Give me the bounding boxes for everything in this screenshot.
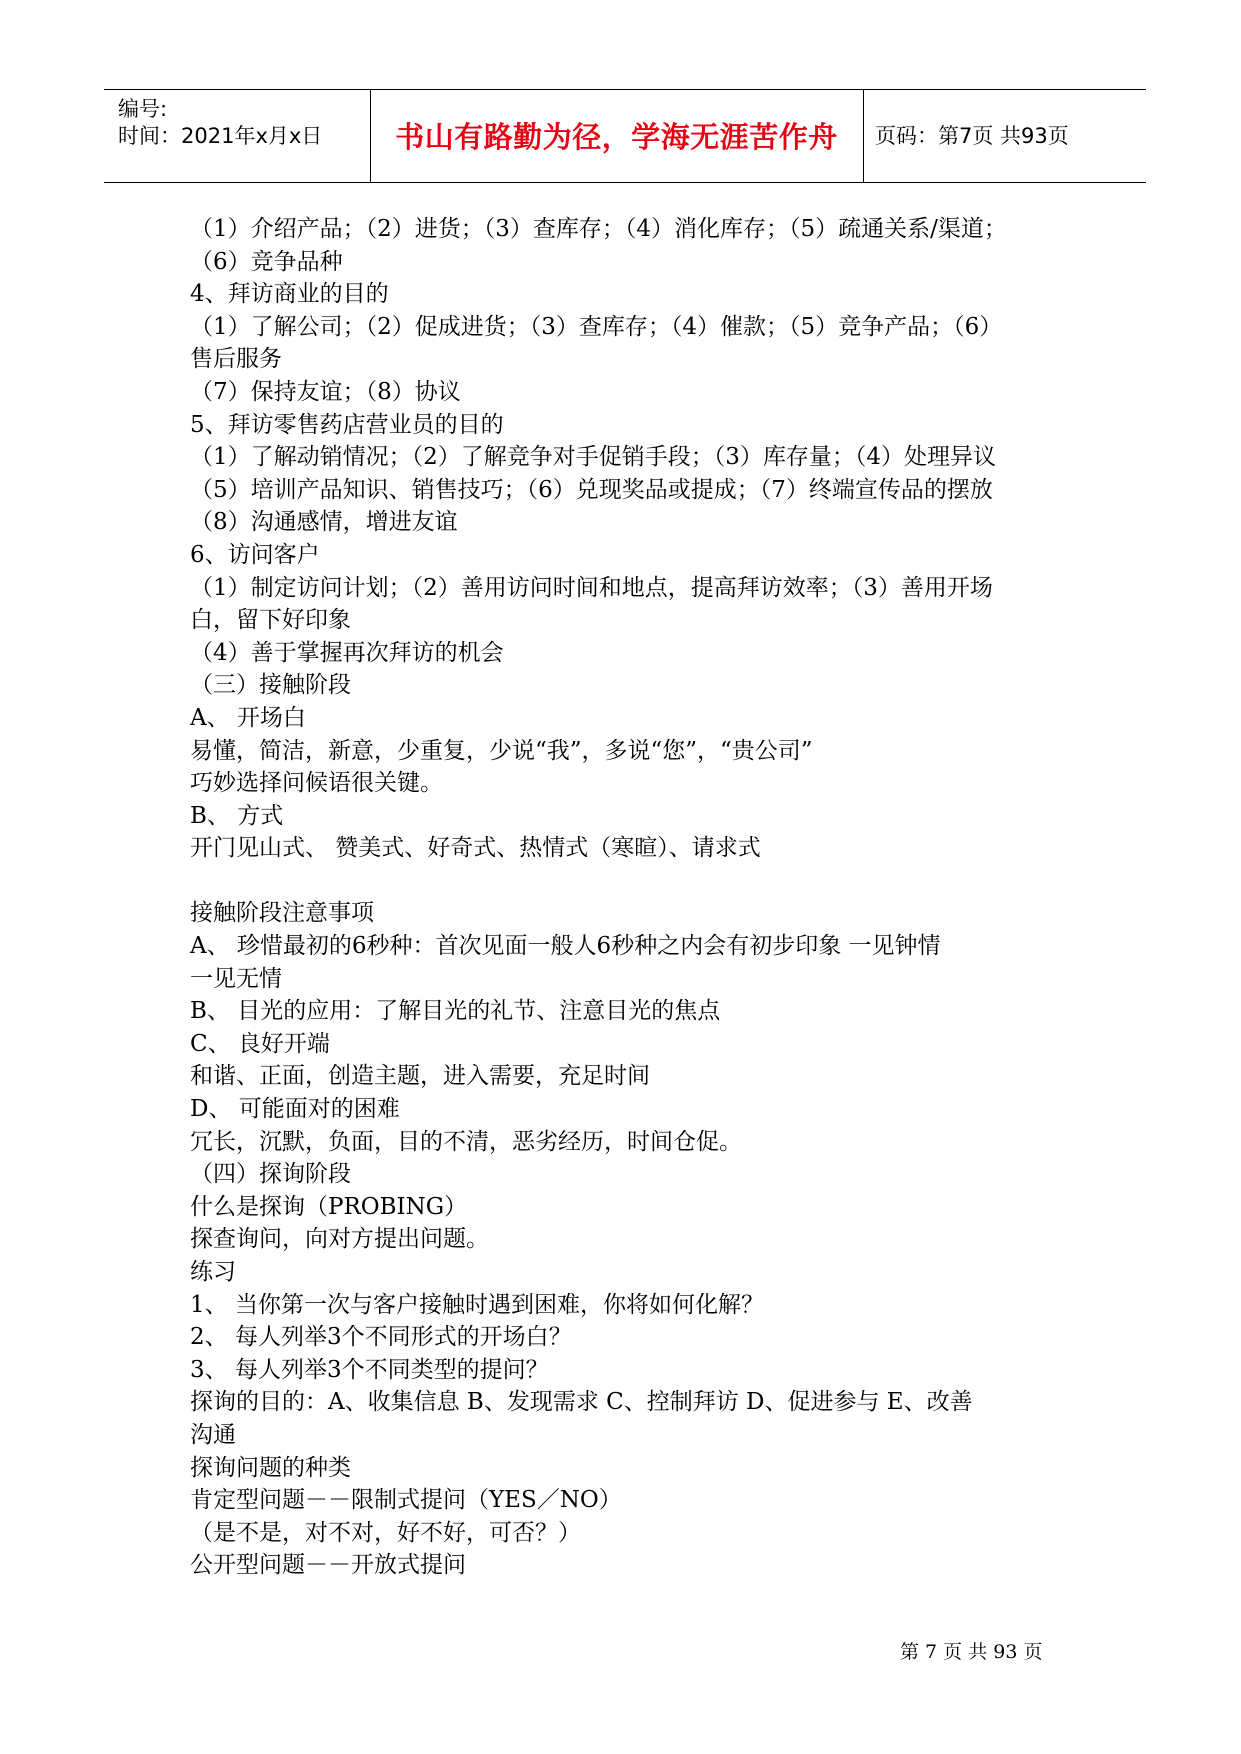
- document-time-label: 时间：2021年x月x日: [118, 124, 323, 148]
- text-line: 5、拜访零售药店营业员的目的: [190, 411, 504, 438]
- text-line: 4、拜访商业的目的: [190, 281, 389, 308]
- text-line: （1）制定访问计划；（2）善用访问时间和地点，提高拜访效率；（3）善用开场: [190, 574, 993, 601]
- text-line: 探询问题的种类: [190, 1454, 351, 1481]
- text-line: 3、 每人列举3个不同类型的提问？: [190, 1356, 549, 1383]
- header-info-cell: [104, 90, 371, 182]
- text-line: 易懂，简洁，新意，少重复，少说“我”，多说“您”，“贵公司”: [190, 737, 813, 764]
- text-line: （5）培训产品知识、销售技巧；（6）兑现奖品或提成；（7）终端宣传品的摆放: [190, 476, 993, 503]
- text-line: 白，留下好印象: [190, 607, 351, 634]
- text-line: 开门见山式、 赞美式、好奇式、热情式（寒暄）、请求式: [190, 835, 761, 862]
- text-line: 售后服务: [190, 346, 282, 373]
- text-line: （8）沟通感情，增进友谊: [190, 509, 458, 536]
- text-line: A、 开场白: [190, 704, 306, 731]
- text-line: 2、 每人列举3个不同形式的开场白？: [190, 1324, 572, 1351]
- text-line: B、 方式: [190, 802, 284, 829]
- text-line: （三）接触阶段: [190, 672, 351, 699]
- text-line: （1）介绍产品；（2）进货；（3）查库存；（4）消化库存；（5）疏通关系/渠道；: [190, 216, 1007, 242]
- header-page-cell: [863, 90, 1146, 182]
- text-line: 肯定型问题－－限制式提问（YES／NO）: [190, 1487, 622, 1514]
- document-body: [190, 213, 1070, 1582]
- text-line: 冗长，沉默，负面，目的不清，恶劣经历，时间仓促。: [190, 1128, 742, 1155]
- text-line: （1）了解公司；（2）促成进货；（3）查库存；（4）催款；（5）竞争产品；（6）: [190, 313, 1003, 340]
- text-line: 1、 当你第一次与客户接触时遇到困难，你将如何化解？: [190, 1291, 764, 1318]
- text-line: 接触阶段注意事项: [190, 900, 374, 927]
- text-line: 探询的目的：A、收集信息 B、发现需求 C、控制拜访 D、促进参与 E、改善: [190, 1389, 973, 1416]
- text-line: （是不是，对不对，好不好，可否？）: [190, 1519, 581, 1546]
- text-line: C、 良好开端: [190, 1030, 330, 1057]
- header-page-number: 页码：第7页 共93页: [875, 124, 1069, 148]
- text-line: 探查询问，向对方提出问题。: [190, 1226, 489, 1253]
- header-motto-cell: [370, 90, 864, 182]
- page-footer: 第 7 页 共 93 页: [900, 1641, 1043, 1663]
- text-line: 练习: [190, 1259, 236, 1285]
- text-line: 公开型问题－－开放式提问: [190, 1552, 466, 1579]
- text-line: （7）保持友谊；（8）协议: [190, 378, 461, 405]
- text-line: （6）竞争品种: [190, 248, 343, 275]
- text-line: B、 目光的应用：了解目光的礼节、注意目光的焦点: [190, 998, 721, 1025]
- text-line: （1）了解动销情况；（2）了解竞争对手促销手段；（3）库存量；（4）处理异议: [190, 444, 997, 471]
- text-line: 6、访问客户: [190, 541, 320, 568]
- text-line: 和谐、正面，创造主题，进入需要，充足时间: [190, 1063, 650, 1090]
- text-line: （四）探询阶段: [190, 1161, 351, 1188]
- text-line: 沟通: [190, 1421, 236, 1448]
- text-line: （4）善于掌握再次拜访的机会: [190, 639, 504, 666]
- text-line: 一见无情: [190, 965, 282, 992]
- text-line: A、 珍惜最初的6秒种：首次见面一般人6秒种之内会有初步印象 一见钟情: [190, 933, 941, 960]
- text-line: 什么是探询（PROBING）: [190, 1193, 468, 1220]
- text-line: [190, 865, 1070, 898]
- page-header: [104, 89, 1146, 183]
- text-line: D、 可能面对的困难: [190, 1096, 400, 1123]
- header-motto: 书山有路勤为径，学海无涯苦作舟: [395, 120, 838, 154]
- text-line: 巧妙选择问候语很关键。: [190, 770, 443, 797]
- document-number-label: 编号:: [118, 97, 168, 121]
